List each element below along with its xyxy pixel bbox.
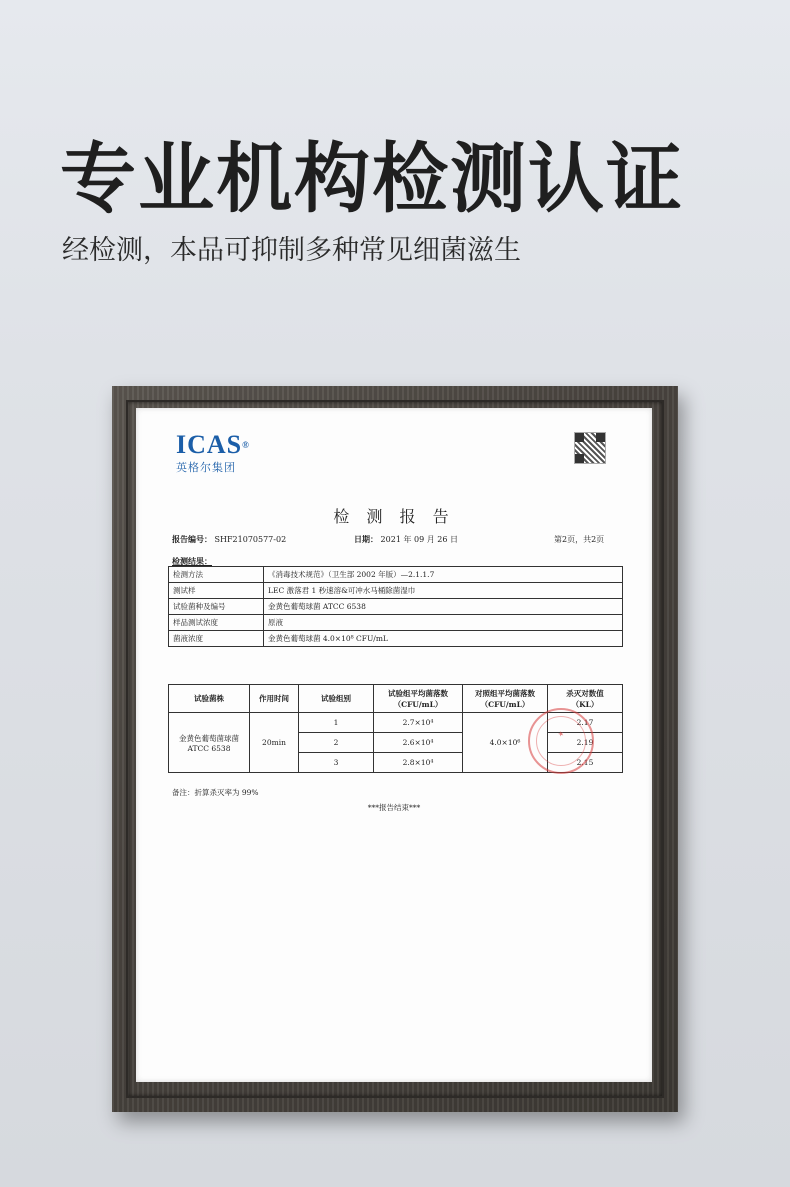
table-row	[169, 631, 623, 647]
info-table	[168, 566, 623, 647]
results-label: 检测结果：	[172, 556, 212, 566]
page-heading: 专业机构检测认证	[60, 134, 684, 223]
table-row	[169, 615, 623, 631]
certificate-frame	[112, 386, 678, 1112]
header-test-avg-label: 试验组平均菌落数	[388, 688, 448, 698]
icas-logo	[176, 432, 250, 475]
info-key: 测试样	[169, 583, 264, 599]
header-strain: 试验菌株	[169, 685, 250, 713]
red-seal-stamp	[528, 708, 594, 774]
info-value: 《消毒技术规范》（卫生部 2002 年版）—2.1.1.7	[264, 567, 623, 583]
report-date-label: 日期：	[354, 534, 378, 544]
table-row	[169, 599, 623, 615]
report-number-value: SHF21070577-02	[214, 535, 287, 544]
header-test-avg	[374, 685, 463, 713]
report-note: 备注：折算杀灭率为 99%	[172, 788, 259, 797]
header-ctrl-avg	[463, 685, 548, 713]
kl-cell: 2.19	[548, 733, 623, 753]
header-time: 作用时间	[250, 685, 299, 713]
group-cell: 1	[299, 713, 374, 733]
kl-cell: 2.15	[548, 753, 623, 773]
group-cell: 3	[299, 753, 374, 773]
report-end: ***报告结束***	[367, 803, 421, 812]
test-cell: 2.7×10⁴	[374, 713, 463, 733]
info-key: 菌液浓度	[169, 631, 264, 647]
control-cell: 4.0×10⁶	[463, 713, 548, 773]
time-cell: 20min	[250, 713, 299, 773]
kl-cell: 2.17	[548, 713, 623, 733]
test-cell: 2.6×10⁴	[374, 733, 463, 753]
info-key: 试验菌种及编号	[169, 599, 264, 615]
qr-code-icon	[574, 432, 606, 464]
info-key: 检测方法	[169, 567, 264, 583]
header-test-unit: （CFU/mL）	[393, 699, 443, 709]
report-date-value: 2021 年 09 月 26 日	[380, 535, 458, 544]
logo-text: ICAS	[176, 430, 243, 459]
strain-line1: 金黄色葡萄菌球菌	[179, 733, 239, 743]
report-number	[172, 534, 286, 545]
info-value: 金黄色葡萄球菌 ATCC 6538	[264, 599, 623, 615]
test-cell: 2.8×10⁴	[374, 753, 463, 773]
strain-cell	[169, 713, 250, 773]
page-number: 第2页，共2页	[554, 535, 605, 544]
strain-line2: ATCC 6538	[187, 743, 231, 753]
table-row	[169, 567, 623, 583]
logo-reg: ®	[242, 440, 250, 450]
header-ctrl-unit: （CFU/mL）	[480, 699, 530, 709]
info-value: 原液	[264, 615, 623, 631]
logo-subtitle: 英格尔集团	[176, 461, 236, 474]
header-log-unit: （KL）	[571, 699, 599, 709]
info-key: 样品测试浓度	[169, 615, 264, 631]
header-log-label: 杀灭对数值	[566, 688, 604, 698]
group-cell: 2	[299, 733, 374, 753]
info-value: 金黄色葡萄球菌 4.0×10⁸ CFU/mL	[264, 631, 623, 647]
page-subheading: 经检测，本品可抑制多种常见细菌滋生	[62, 235, 521, 266]
table-row	[169, 583, 623, 599]
info-value: LEC 激落君 1 秒速溶&可冲水马桶除菌湿巾	[264, 583, 623, 599]
report-title: 检 测 报 告	[333, 507, 455, 526]
header-ctrl-avg-label: 对照组平均菌落数	[475, 688, 535, 698]
stamp-mark: ★	[556, 729, 566, 739]
header-group: 试验组别	[299, 685, 374, 713]
report-number-label: 报告编号：	[172, 534, 212, 544]
certificate-paper	[136, 408, 652, 1082]
report-date	[354, 534, 458, 545]
